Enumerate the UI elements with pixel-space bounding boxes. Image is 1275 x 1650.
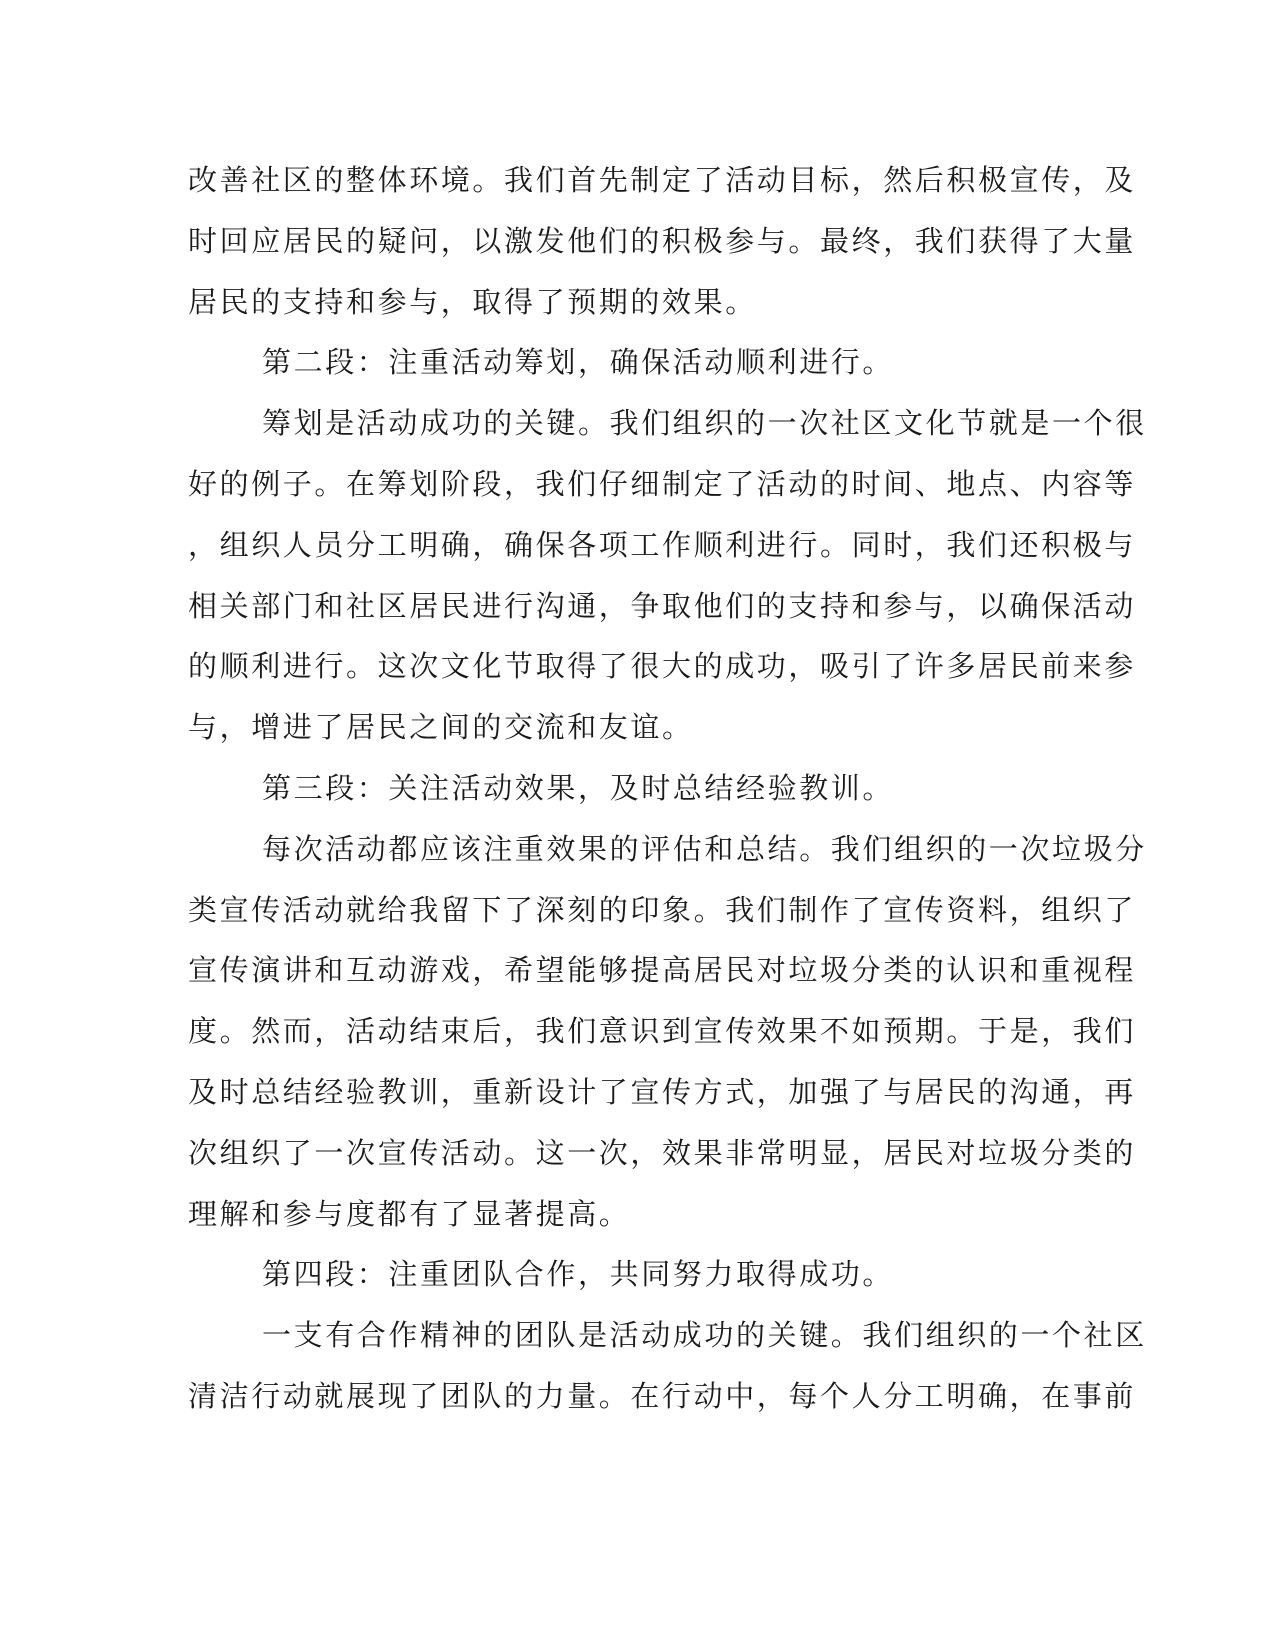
text-line: 次组织了一次宣传活动。这一次，效果非常明显，居民对垃圾分类的 [188, 1135, 1137, 1170]
paragraph-first-line: 第三段：关注活动效果，及时总结经验教训。 [262, 770, 895, 805]
paragraph-first-line: 一支有合作精神的团队是活动成功的关键。我们组织的一个社区 [262, 1318, 1147, 1353]
paragraph-first-line: 每次活动都应该注重效果的评估和总结。我们组织的一次垃圾分 [262, 831, 1147, 866]
text-line: 改善社区的整体环境。我们首先制定了活动目标，然后积极宣传，及 [188, 163, 1137, 197]
text-line: ，组织人员分工明确，确保各项工作顺利进行。同时，我们还积极与 [188, 527, 1137, 562]
document-body [188, 150, 1147, 1427]
text-line: 度。然而，活动结束后，我们意识到宣传效果不如预期。于是，我们 [188, 1014, 1137, 1049]
paragraph-first-line: 第二段：注重活动筹划，确保活动顺利进行。 [262, 345, 895, 380]
text-line: 理解和参与度都有了显著提高。 [188, 1196, 631, 1231]
text-line: 居民的支持和参与，取得了预期的效果。 [188, 284, 757, 319]
text-line: 相关部门和社区居民进行沟通，争取他们的支持和参与，以确保活动 [188, 588, 1137, 623]
text-line: 类宣传活动就给我留下了深刻的印象。我们制作了宣传资料，组织了 [188, 892, 1137, 927]
paragraph-first-line: 第四段：注重团队合作，共同努力取得成功。 [262, 1257, 895, 1292]
text-line: 好的例子。在筹划阶段，我们仔细制定了活动的时间、地点、内容等 [188, 466, 1137, 501]
text-line: 清洁行动就展现了团队的力量。在行动中，每个人分工明确，在事前 [188, 1378, 1137, 1413]
text-line: 时回应居民的疑问，以激发他们的积极参与。最终，我们获得了大量 [188, 223, 1137, 258]
text-line: 与，增进了居民之间的交流和友谊。 [188, 710, 694, 745]
paragraph-first-line: 筹划是活动成功的关键。我们组织的一次社区文化节就是一个很 [262, 406, 1147, 441]
text-line: 宣传演讲和互动游戏，希望能够提高居民对垃圾分类的认识和重视程 [188, 953, 1137, 988]
text-line: 及时总结经验教训，重新设计了宣传方式，加强了与居民的沟通，再 [188, 1074, 1137, 1109]
text-line: 的顺利进行。这次文化节取得了很大的成功，吸引了许多居民前来参 [188, 649, 1137, 684]
